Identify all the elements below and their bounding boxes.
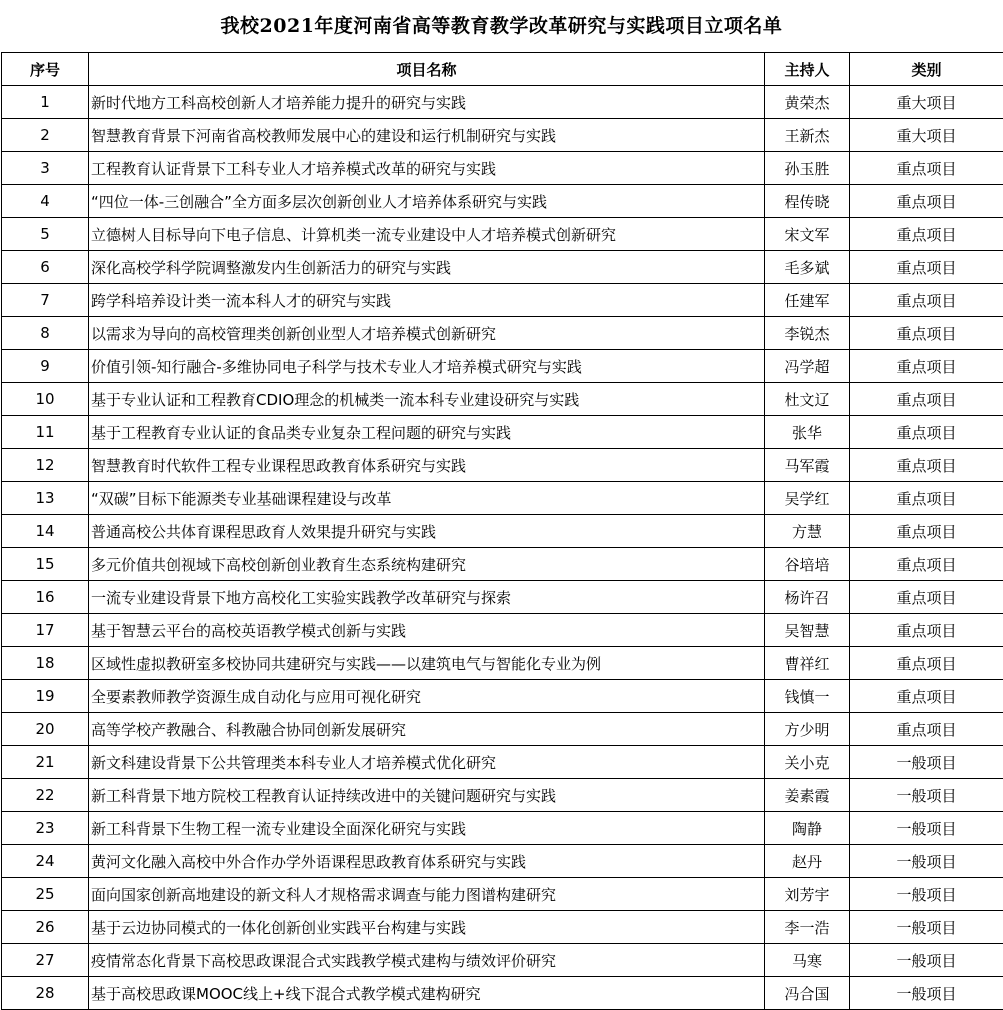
host-name: 李锐杰 <box>765 317 850 350</box>
table-row <box>2 515 1003 548</box>
category: 重点项目 <box>850 152 1003 185</box>
project-name: 深化高校学科学院调整激发内生创新活力的研究与实践 <box>89 251 765 284</box>
table-row <box>2 944 1003 977</box>
project-name: 区域性虚拟教研室多校协同共建研究与实践——以建筑电气与智能化专业为例 <box>89 647 765 680</box>
project-name: 新工科背景下生物工程一流专业建设全面深化研究与实践 <box>89 812 765 845</box>
row-number: 6 <box>2 251 89 284</box>
table-row <box>2 680 1003 713</box>
row-number: 10 <box>2 383 89 416</box>
table-row <box>2 977 1003 1010</box>
row-number: 14 <box>2 515 89 548</box>
row-number: 22 <box>2 779 89 812</box>
row-number: 20 <box>2 713 89 746</box>
category: 一般项目 <box>850 746 1003 779</box>
category: 重点项目 <box>850 713 1003 746</box>
document-title: 我校2021年度河南省高等教育教学改革研究与实践项目立项名单 <box>0 0 1003 52</box>
category: 一般项目 <box>850 944 1003 977</box>
host-name: 孙玉胜 <box>765 152 850 185</box>
host-name: 曹祥红 <box>765 647 850 680</box>
host-name: 刘芳宇 <box>765 878 850 911</box>
category: 重点项目 <box>850 449 1003 482</box>
row-number: 28 <box>2 977 89 1010</box>
row-number: 16 <box>2 581 89 614</box>
project-name: 基于云边协同模式的一体化创新创业实践平台构建与实践 <box>89 911 765 944</box>
category: 重点项目 <box>850 317 1003 350</box>
host-name: 方慧 <box>765 515 850 548</box>
project-name: 智慧教育时代软件工程专业课程思政教育体系研究与实践 <box>89 449 765 482</box>
category: 重点项目 <box>850 647 1003 680</box>
project-name: 疫情常态化背景下高校思政课混合式实践教学模式建构与绩效评价研究 <box>89 944 765 977</box>
header-no: 序号 <box>2 53 89 86</box>
project-name: 跨学科培养设计类一流本科人才的研究与实践 <box>89 284 765 317</box>
row-number: 12 <box>2 449 89 482</box>
project-name: “双碳”目标下能源类专业基础课程建设与改革 <box>89 482 765 515</box>
table-row <box>2 350 1003 383</box>
project-name: 基于高校思政课MOOC线上+线下混合式教学模式建构研究 <box>89 977 765 1010</box>
row-number: 25 <box>2 878 89 911</box>
host-name: 谷培培 <box>765 548 850 581</box>
table-row <box>2 119 1003 152</box>
category: 一般项目 <box>850 977 1003 1010</box>
project-name: 高等学校产教融合、科教融合协同创新发展研究 <box>89 713 765 746</box>
table-row <box>2 86 1003 119</box>
row-number: 15 <box>2 548 89 581</box>
host-name: 杜文辽 <box>765 383 850 416</box>
host-name: 李一浩 <box>765 911 850 944</box>
project-name: 普通高校公共体育课程思政育人效果提升研究与实践 <box>89 515 765 548</box>
category: 一般项目 <box>850 845 1003 878</box>
category: 重点项目 <box>850 185 1003 218</box>
row-number: 1 <box>2 86 89 119</box>
row-number: 24 <box>2 845 89 878</box>
category: 一般项目 <box>850 812 1003 845</box>
project-name: 基于工程教育专业认证的食品类专业复杂工程问题的研究与实践 <box>89 416 765 449</box>
project-name: 新文科建设背景下公共管理类本科专业人才培养模式优化研究 <box>89 746 765 779</box>
category: 重点项目 <box>850 251 1003 284</box>
row-number: 26 <box>2 911 89 944</box>
category: 重点项目 <box>850 614 1003 647</box>
table-row <box>2 581 1003 614</box>
table-row <box>2 647 1003 680</box>
table-row <box>2 152 1003 185</box>
host-name: 毛多斌 <box>765 251 850 284</box>
row-number: 4 <box>2 185 89 218</box>
row-number: 5 <box>2 218 89 251</box>
project-name: 以需求为导向的高校管理类创新创业型人才培养模式创新研究 <box>89 317 765 350</box>
project-name: 全要素教师教学资源生成自动化与应用可视化研究 <box>89 680 765 713</box>
category: 重点项目 <box>850 515 1003 548</box>
table-row <box>2 878 1003 911</box>
host-name: 赵丹 <box>765 845 850 878</box>
table-row <box>2 185 1003 218</box>
project-name: 基于专业认证和工程教育CDIO理念的机械类一流本科专业建设研究与实践 <box>89 383 765 416</box>
project-name: 多元价值共创视域下高校创新创业教育生态系统构建研究 <box>89 548 765 581</box>
row-number: 11 <box>2 416 89 449</box>
project-table <box>1 52 1003 1010</box>
header-row <box>2 53 1003 86</box>
table-row <box>2 845 1003 878</box>
project-name: 黄河文化融入高校中外合作办学外语课程思政教育体系研究与实践 <box>89 845 765 878</box>
host-name: 方少明 <box>765 713 850 746</box>
host-name: 马寒 <box>765 944 850 977</box>
host-name: 钱慎一 <box>765 680 850 713</box>
category: 重点项目 <box>850 284 1003 317</box>
project-name: 面向国家创新高地建设的新文科人才规格需求调查与能力图谱构建研究 <box>89 878 765 911</box>
category: 重点项目 <box>850 482 1003 515</box>
host-name: 冯合国 <box>765 977 850 1010</box>
host-name: 程传晓 <box>765 185 850 218</box>
category: 重点项目 <box>850 350 1003 383</box>
category: 一般项目 <box>850 878 1003 911</box>
category: 重点项目 <box>850 680 1003 713</box>
host-name: 吴学红 <box>765 482 850 515</box>
category: 重点项目 <box>850 383 1003 416</box>
header-host: 主持人 <box>765 53 850 86</box>
table-row <box>2 812 1003 845</box>
host-name: 关小克 <box>765 746 850 779</box>
project-name: 工程教育认证背景下工科专业人才培养模式改革的研究与实践 <box>89 152 765 185</box>
row-number: 9 <box>2 350 89 383</box>
row-number: 27 <box>2 944 89 977</box>
table-row <box>2 713 1003 746</box>
host-name: 王新杰 <box>765 119 850 152</box>
project-name: 一流专业建设背景下地方高校化工实验实践教学改革研究与探索 <box>89 581 765 614</box>
category: 重点项目 <box>850 581 1003 614</box>
host-name: 马军霞 <box>765 449 850 482</box>
table-row <box>2 482 1003 515</box>
category: 重大项目 <box>850 119 1003 152</box>
table-row <box>2 284 1003 317</box>
table-row <box>2 614 1003 647</box>
category: 重点项目 <box>850 416 1003 449</box>
table-row <box>2 218 1003 251</box>
row-number: 21 <box>2 746 89 779</box>
row-number: 7 <box>2 284 89 317</box>
host-name: 陶静 <box>765 812 850 845</box>
table-row <box>2 779 1003 812</box>
category: 一般项目 <box>850 911 1003 944</box>
row-number: 2 <box>2 119 89 152</box>
host-name: 杨许召 <box>765 581 850 614</box>
table-row <box>2 383 1003 416</box>
host-name: 张华 <box>765 416 850 449</box>
project-name: 基于智慧云平台的高校英语教学模式创新与实践 <box>89 614 765 647</box>
host-name: 黄荣杰 <box>765 86 850 119</box>
project-name: 智慧教育背景下河南省高校教师发展中心的建设和运行机制研究与实践 <box>89 119 765 152</box>
project-name: “四位一体-三创融合”全方面多层次创新创业人才培养体系研究与实践 <box>89 185 765 218</box>
project-name: 价值引领-知行融合-多维协同电子科学与技术专业人才培养模式研究与实践 <box>89 350 765 383</box>
category: 重点项目 <box>850 218 1003 251</box>
row-number: 23 <box>2 812 89 845</box>
host-name: 宋文军 <box>765 218 850 251</box>
header-category: 类别 <box>850 53 1003 86</box>
table-row <box>2 911 1003 944</box>
project-name: 新工科背景下地方院校工程教育认证持续改进中的关键问题研究与实践 <box>89 779 765 812</box>
row-number: 8 <box>2 317 89 350</box>
row-number: 19 <box>2 680 89 713</box>
host-name: 姜素霞 <box>765 779 850 812</box>
host-name: 冯学超 <box>765 350 850 383</box>
table-row <box>2 449 1003 482</box>
project-name: 新时代地方工科高校创新人才培养能力提升的研究与实践 <box>89 86 765 119</box>
row-number: 3 <box>2 152 89 185</box>
host-name: 任建军 <box>765 284 850 317</box>
table-row <box>2 251 1003 284</box>
category: 重点项目 <box>850 548 1003 581</box>
row-number: 17 <box>2 614 89 647</box>
table-body <box>2 86 1003 1010</box>
row-number: 18 <box>2 647 89 680</box>
table-row <box>2 416 1003 449</box>
category: 重大项目 <box>850 86 1003 119</box>
project-name: 立德树人目标导向下电子信息、计算机类一流专业建设中人才培养模式创新研究 <box>89 218 765 251</box>
table-row <box>2 317 1003 350</box>
host-name: 吴智慧 <box>765 614 850 647</box>
header-name: 项目名称 <box>89 53 765 86</box>
table-row <box>2 746 1003 779</box>
category: 一般项目 <box>850 779 1003 812</box>
row-number: 13 <box>2 482 89 515</box>
table-row <box>2 548 1003 581</box>
